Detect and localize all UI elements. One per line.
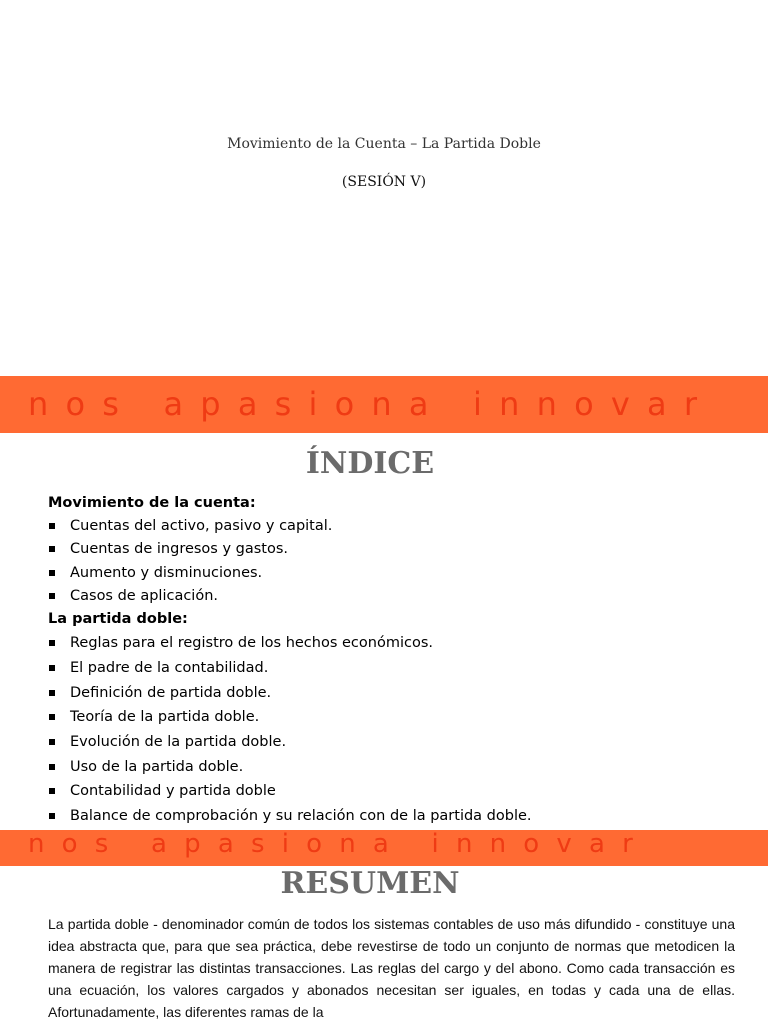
summary-heading: RESUMEN (280, 866, 460, 901)
list-item-label: Contabilidad y partida doble (70, 783, 276, 800)
square-bullet-icon (49, 546, 55, 552)
square-bullet-icon (49, 690, 55, 696)
list-item-label: Cuentas del activo, pasivo y capital. (70, 518, 333, 534)
list-item-label: Balance de comprobación y su relación con de la partida doble. (70, 808, 532, 824)
list-item-label: Casos de aplicación. (70, 587, 219, 604)
cover-session: (SESIÓN V) (341, 174, 427, 190)
list-item-label: Reglas para el registro de los hechos económicos. (70, 635, 433, 652)
list-item (48, 755, 748, 780)
index-list (48, 492, 748, 829)
slogan-text: nos apasiona innovar (28, 830, 651, 859)
square-bullet-icon (49, 593, 55, 599)
list-item-label: Teoría de la partida doble. (70, 709, 260, 726)
index-section1-list (48, 515, 748, 608)
slogan-band-top (0, 376, 768, 433)
square-bullet-icon (49, 714, 55, 720)
square-bullet-icon (49, 813, 55, 819)
square-bullet-icon (49, 640, 55, 646)
list-item (48, 779, 748, 804)
index-section2-list (48, 631, 748, 829)
square-bullet-icon (49, 665, 55, 671)
list-item (48, 681, 748, 706)
list-item-label: Definición de partida doble. (70, 684, 272, 701)
list-item (48, 585, 748, 608)
list-item-label: Aumento y disminuciones. (70, 564, 263, 581)
list-item (48, 538, 748, 561)
square-bullet-icon (49, 764, 55, 770)
list-item (48, 804, 748, 829)
list-item (48, 562, 748, 585)
list-item (48, 515, 748, 538)
square-bullet-icon (49, 739, 55, 745)
list-item-label: Uso de la partida doble. (70, 758, 244, 775)
square-bullet-icon (49, 570, 55, 576)
cover-title: Movimiento de la Cuenta – La Partida Doble (227, 136, 541, 152)
index-section-label: La partida doble: (48, 611, 188, 628)
list-item (48, 631, 748, 656)
index-heading: ÍNDICE (305, 446, 435, 481)
square-bullet-icon (49, 523, 55, 529)
list-item (48, 705, 748, 730)
square-bullet-icon (49, 788, 55, 794)
list-item (48, 656, 748, 681)
summary-paragraph: La partida doble - denominador común de todos los sistemas contables de uso más difundido - constituye una idea abstracta que, para que sea práctica, debe revestirse de todo un conjunto de normas que metodicen la manera de registrar las distintas transacciones. Las reglas del cargo y del abono. Como cada transacción es una ecuación, los valores cargados y abonados necesitan ser iguales, en todas y cada una de ellas. Afortunadamente, las diferentes ramas de la (48, 916, 735, 1020)
list-item-label: Cuentas de ingresos y gastos. (70, 541, 289, 558)
list-item-label: El padre de la contabilidad. (70, 659, 269, 676)
slogan-band-bottom (0, 830, 768, 866)
index-section-label: Movimiento de la cuenta: (48, 495, 256, 511)
list-item-label: Evolución de la partida doble. (70, 733, 287, 750)
list-item (48, 730, 748, 755)
slogan-text: nos apasiona innovar (28, 385, 715, 423)
